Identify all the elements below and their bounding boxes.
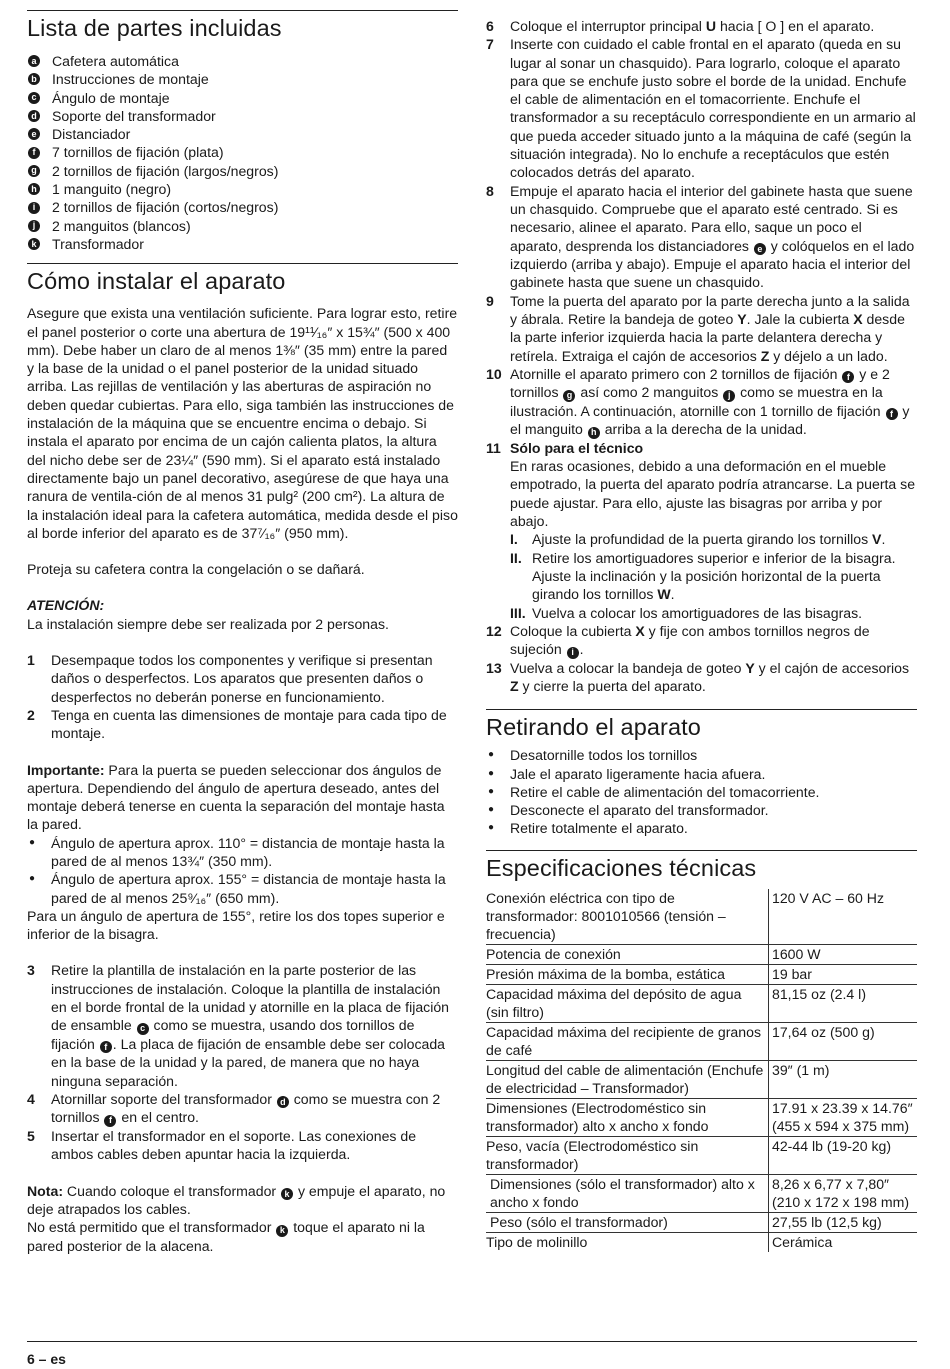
letter-badge: f: [100, 1041, 112, 1053]
part-label: Soporte del transformador: [52, 107, 216, 124]
letter-badge: j: [28, 220, 40, 232]
list-item: [27, 834, 458, 871]
step-number: 10: [486, 365, 502, 382]
list-item: ● Desconecte el aparato del transformador.: [488, 802, 769, 819]
list-item: [27, 235, 458, 253]
letter-badge: k: [28, 238, 40, 250]
bullet-icon: ●: [488, 749, 495, 761]
step-text: Retire la plantilla de instalación en la parte posterior de las instrucciones de instalación. Coloque la plantilla de instalación en el borde frontal de la unidad y atornille en la placa de fijación de ensamble c como se muestra, usando dos tornillos de fijación f . La placa de fijación de ensamble debe ser colocada en la base de la unidad y la pared, de manera que no haya ninguna separación.: [51, 962, 450, 1089]
letter-badge: h: [588, 427, 600, 439]
letter-badge: j: [723, 390, 735, 402]
spec-key: Conexión eléctrica con tipo de transformador: 8001010566 (tensión – frecuencia): [486, 889, 769, 945]
note-paragraph: Nota: Cuando coloque el transformador k y empuje el aparato, no deje atrapados los cables.: [27, 1182, 446, 1218]
letter-badge: b: [28, 73, 40, 85]
letter-badge: f: [28, 147, 40, 159]
table-row: [486, 984, 917, 1022]
important-text: Para la puerta se pueden seleccionar dos ángulos de apertura. Dependiendo del ángulo de apertura deseado, antes del montaje deberá tenerse en cuenta la separación del montaje hasta la pared.: [27, 761, 445, 833]
letter-badge: e: [28, 128, 40, 140]
bullet-text: Ángulo de apertura aprox. 155° = distancia de montaje hasta la pared de al menos 25⁹⁄₁₆″ (650 mm).: [51, 871, 446, 906]
note-label: Nota:: [27, 1182, 64, 1199]
spec-key: Longitud del cable de alimentación (Enchufe de electricidad – Transformador): [486, 1060, 769, 1098]
letter-badge: k: [276, 1225, 288, 1237]
letter-badge: a: [28, 55, 40, 67]
specs-heading: Especificaciones técnicas: [486, 850, 917, 882]
step-number: 7: [486, 36, 494, 53]
part-label: Transformador: [52, 235, 144, 252]
part-label: Cafetera automática: [52, 53, 179, 69]
spec-key: Peso (sólo el transformador): [486, 1212, 769, 1232]
table-row: [486, 889, 917, 945]
list-item: [27, 125, 458, 143]
spec-value: Cerámica: [769, 1232, 918, 1252]
spec-key: Potencia de conexión: [486, 944, 769, 964]
spec-key: Dimensiones (Electrodoméstico sin transformador) alto x ancho x fondo: [486, 1098, 769, 1136]
left-column: [27, 10, 458, 1255]
list-item: [27, 870, 458, 907]
part-label: 1 manguito (negro): [52, 181, 172, 198]
spec-value: 42-44 lb (19-20 kg): [769, 1136, 918, 1174]
attention-text: La instalación siempre debe ser realizada por 2 personas.: [27, 615, 389, 632]
bullet-icon: ●: [488, 785, 495, 797]
step-4: [27, 1090, 458, 1127]
table-row: [486, 1232, 917, 1252]
list-item: [27, 162, 458, 180]
list-item: ● Desatornille todos los tornillos: [488, 747, 698, 764]
letter-badge: d: [277, 1096, 289, 1108]
step-12: [486, 622, 917, 659]
angle-note: Para un ángulo de apertura de 155°, retire los dos topes superior e inferior de la bisagra.: [27, 907, 445, 943]
spec-key: Presión máxima de la bomba, estática: [486, 964, 769, 984]
step-text: Inserte con cuidado el cable frontal en el aparato (queda en su lugar al sonar un chasquido). Para lograrlo, coloque el aparato para que se enchufe justo sobre el borde de la unidad. Enchufe el cable de alimentación en el tomacorriente. Enchufe el transformador a su receptáculo correspondiente en un armario al que pueda acceder situado junto a la máquina de café (según la situación integrada). No lo enchufe a receptáculos que estén colocados detrás del aparato.: [510, 36, 916, 181]
list-item: [27, 89, 458, 107]
step-number: 6: [486, 18, 494, 34]
table-row: [486, 1022, 917, 1060]
step-7: [486, 35, 917, 181]
letter-badge: c: [28, 92, 40, 104]
step-text: Coloque el interruptor principal U hacia [ O ] en el aparato.: [510, 18, 875, 34]
remove-heading: Retirando el aparato: [486, 709, 917, 741]
letter-badge: i: [567, 647, 579, 659]
list-item: [27, 180, 458, 198]
table-row: [486, 944, 917, 964]
step-text: Atornillar soporte del transformador d como se muestra con 2 tornillos f en el centro.: [51, 1090, 441, 1126]
step-number: 11: [486, 439, 501, 456]
step-1: [27, 651, 458, 706]
step-10: [486, 365, 917, 439]
step-number: 1: [27, 652, 35, 669]
list-item: ● Retire totalmente el aparato.: [488, 820, 688, 837]
parts-heading: Lista de partes incluidas: [27, 10, 458, 42]
letter-badge: g: [563, 390, 575, 402]
step-5: [27, 1127, 458, 1164]
spec-value: 19 bar: [769, 964, 918, 984]
bullet-icon: ●: [488, 822, 495, 834]
spec-value: 120 V AC – 60 Hz: [769, 889, 918, 945]
spec-value: 27,55 lb (12,5 kg): [769, 1212, 918, 1232]
spec-value: 17.91 x 23.39 x 14.76″ (455 x 594 x 375 mm): [769, 1098, 918, 1136]
attention-label: ATENCIÓN:: [27, 597, 105, 614]
letter-badge: d: [28, 110, 40, 122]
list-item: [27, 52, 458, 70]
step-number: 12: [486, 622, 502, 639]
substep-i: I. Ajuste la profundidad de la puerta girando los tornillos V.: [510, 531, 886, 548]
parts-list: [27, 52, 458, 253]
page-number: 6 – es: [27, 1351, 66, 1367]
letter-badge: f: [886, 408, 898, 420]
part-label: 2 tornillos de fijación (cortos/negros): [52, 199, 279, 216]
part-label: 2 tornillos de fijación (largos/negros): [52, 162, 279, 179]
step-text: Tenga en cuenta las dimensiones de montaje para cada tipo de montaje.: [51, 706, 447, 742]
step-9: [486, 292, 917, 365]
technician-title: Sólo para el técnico: [510, 439, 644, 456]
part-label: Distanciador: [52, 126, 131, 143]
spec-key: Capacidad máxima del depósito de agua (sin filtro): [486, 984, 769, 1022]
step-number: 2: [27, 706, 35, 723]
step-2: [27, 706, 458, 743]
letter-badge: c: [137, 1023, 149, 1035]
letter-badge: e: [754, 243, 766, 255]
install-intro: Asegure que exista una ventilación suficiente. Para lograr esto, retire el panel posterior o corte una abertura de 19¹¹⁄₁₆″ x 15¾″ (500 x 400 mm). Debe haber un claro de al menos 1⅜″ (35 mm) entre la pared y la base de la unidad o el panel posterior de la unidad situado arriba. Las rejillas de ventilación y las aberturas de aspiración no deben quedar cubiertas. Para ello, siga también las instrucciones de instalación de la máquina que se encuentre encima o debajo. Si instala el aparato por encima de un cajón calienta platos, la altura del nicho debe ser de 23¼″ (590 mm). Si el aparato está instalado directamente bajo un panel decorativo, asegúrese de que haya una ranura de ventila-ción de al menos 31 pulg² (200 cm²). La altura de la instalación ideal para la cafetera automática, medida desde el piso al borde inferior del aparato es de 37⁷⁄₁₆″ (950 mm).: [27, 305, 458, 541]
step-number: 3: [27, 962, 35, 979]
spec-value: 1600 W: [769, 944, 918, 964]
spec-value: 39″ (1 m): [769, 1060, 918, 1098]
step-8: [486, 182, 917, 292]
install-heading: Cómo instalar el aparato: [27, 263, 458, 295]
right-column: [486, 10, 917, 1252]
step-11: [486, 439, 917, 622]
step-number: 13: [486, 659, 502, 676]
table-row: [486, 1098, 917, 1136]
spec-value: 81,15 oz (2.4 l): [769, 984, 918, 1022]
list-item: [27, 107, 458, 125]
letter-badge: h: [28, 183, 40, 195]
substep-ii: II. Retire los amortiguadores superior e inferior de la bisagra. Ajuste la inclinación y la posición horizontal de la puerta girando los tornillos W.: [510, 549, 896, 603]
part-label: 2 manguitos (blancos): [52, 217, 191, 234]
list-item: [27, 198, 458, 216]
spec-key: Tipo de molinillo: [486, 1233, 588, 1250]
step-text: Sólo para el técnico En raras ocasiones, debido a una deformación en el mueble empotrado, la puerta del aparato podría atrancarse. La puerta se puede ajustar. Para ello, ajuste las bisagras por arriba y por abajo. I. Ajuste la profundidad de la puerta girando los tornillos V. II. Retire los amortiguadores superior e inferior de la bisagra. Ajuste la inclinación y la posición horizontal de la puerta girando los tornillos W. III. Vuelva a colocar los amortiguadores de las bisagras.: [510, 439, 916, 621]
step-text: Insertar el transformador en el soporte. Las conexiones de ambos cables deben apuntar hacia la izquierda.: [51, 1127, 417, 1163]
step-number: 9: [486, 292, 494, 309]
table-row: [486, 1136, 917, 1174]
spec-value: 17,64 oz (500 g): [769, 1022, 918, 1060]
important-note: [27, 761, 458, 834]
spec-key: Capacidad máxima del recipiente de granos de café: [486, 1022, 769, 1060]
table-row: [486, 1174, 917, 1212]
frost-warning: Proteja su cafetera contra la congelación o se dañará.: [27, 561, 365, 578]
bullet-icon: ●: [29, 836, 36, 848]
step-number: 8: [486, 182, 494, 199]
step-text: Coloque la cubierta X y fije con ambos tornillos negros de sujeción i .: [510, 622, 870, 658]
letter-badge: g: [28, 165, 40, 177]
step-text: Tome la puerta del aparato por la parte derecha junto a la salida y ábrala. Retire la bandeja de goteo Y. Jale la cubierta X desde la parte inferior izquierda hacia la parte delantera derecha y retírela. Extraiga el cajón de accesorios Z y déjelo a un lado.: [510, 292, 910, 364]
table-row: [486, 1212, 917, 1232]
step-text: Empuje el aparato hacia el interior del gabinete hasta que suene un chasquido. Compruebe que el aparato esté centrado. Si es necesario, alinee el aparato. Para ello, saque un poco el aparato, desprenda los distanciadores e y colóquelos en el lado izquierdo (arriba y abajo). Empuje el aparato hacia el interior del gabinete hasta que suene un chasquido.: [510, 182, 915, 291]
remove-list: [486, 746, 917, 837]
step-number: 5: [27, 1127, 35, 1144]
step-3: [27, 961, 458, 1089]
bullet-icon: ●: [488, 804, 495, 816]
spec-value: 8,26 x 6,77 x 7,80″ (210 x 172 x 198 mm): [769, 1174, 918, 1212]
list-item: [27, 143, 458, 161]
substep-iii: III. Vuelva a colocar los amortiguadores de las bisagras.: [510, 604, 863, 621]
step-6: [486, 17, 917, 35]
spec-key: Peso, vacía (Electrodoméstico sin transformador): [486, 1136, 769, 1174]
letter-badge: k: [281, 1188, 293, 1200]
page-footer: [27, 1341, 917, 1368]
list-item: [27, 70, 458, 88]
part-label: Instrucciones de montaje: [52, 71, 209, 88]
step-number: 4: [27, 1090, 35, 1107]
specs-table: [486, 889, 917, 1252]
part-label: 7 tornillos de fijación (plata): [52, 144, 224, 161]
list-item: ● Jale el aparato ligeramente hacia afuera.: [488, 765, 766, 782]
letter-badge: f: [104, 1115, 116, 1127]
step-text: Atornille el aparato primero con 2 tornillos de fijación f y e 2 tornillos g así como 2 manguitos j como se muestra en la ilustración. A continuación, atornille con 1 tornillo de fijación f y el manguito h arriba a la derecha de la unidad.: [510, 365, 910, 438]
letter-badge: f: [842, 371, 854, 383]
list-item: ● Retire el cable de alimentación del tomacorriente.: [488, 783, 820, 800]
table-row: [486, 964, 917, 984]
table-row: [486, 1060, 917, 1098]
letter-badge: i: [28, 202, 40, 214]
bullet-icon: ●: [29, 873, 36, 885]
spec-key: Dimensiones (sólo el transformador) alto x ancho x fondo: [486, 1174, 769, 1212]
step-13: [486, 659, 917, 696]
step-text: Vuelva a colocar la bandeja de goteo Y y el cajón de accesorios Z y cierre la puerta del aparato.: [510, 659, 910, 694]
list-item: [27, 217, 458, 235]
bullet-text: Ángulo de apertura aprox. 110° = distancia de montaje hasta la pared de al menos 13¾″ (350 mm).: [51, 834, 445, 869]
important-label: Importante:: [27, 761, 105, 778]
bullet-icon: ●: [488, 767, 495, 779]
step-text: Desempaque todos los componentes y verifique si presentan daños o desperfectos. Los aparatos que presenten daños o desperfectos no deberán ponerse en funcionamiento.: [51, 652, 433, 705]
part-label: Ángulo de montaje: [52, 89, 170, 106]
note-paragraph-2: No está permitido que el transformador k toque el aparato ni la pared posterior de la alacena.: [27, 1219, 425, 1254]
